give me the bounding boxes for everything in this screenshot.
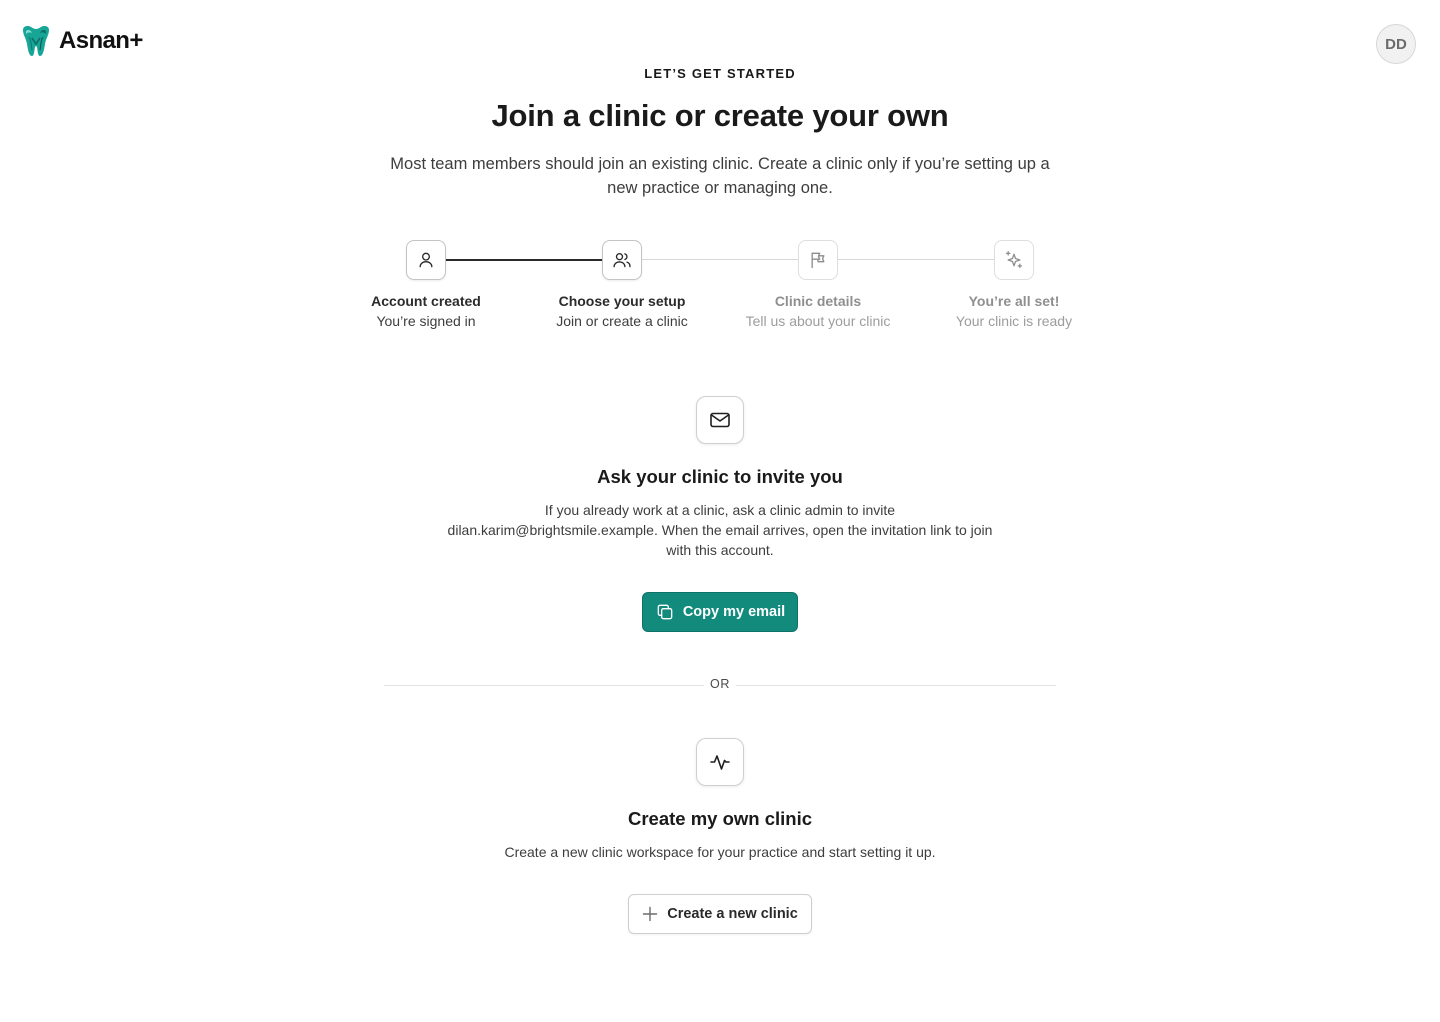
flag-icon: [808, 250, 828, 270]
activity-icon: [708, 750, 732, 774]
step-account-created: [328, 240, 524, 329]
divider-line-left: [384, 685, 704, 686]
copy-email-label: Copy my email: [682, 604, 786, 620]
user-avatar[interactable]: DD: [1376, 24, 1416, 64]
divider-line-right: [736, 685, 1056, 686]
invite-title: Ask your clinic to invite you: [597, 466, 843, 487]
brand-logo[interactable]: [19, 24, 143, 58]
step-description: Join or create a clinic: [556, 313, 688, 329]
brand-name: Asnan+: [59, 27, 143, 54]
step-title: You’re all set!: [968, 293, 1060, 309]
create-icon-box: [696, 738, 744, 786]
plus-icon: [642, 906, 658, 922]
step-description: You’re signed in: [376, 313, 476, 329]
create-clinic-button[interactable]: [628, 894, 812, 934]
create-title: Create my own clinic: [627, 808, 813, 829]
user-icon: [416, 250, 436, 270]
step-icon-box: [798, 240, 838, 280]
mail-icon: [708, 408, 732, 432]
step-choose-setup: [524, 240, 720, 329]
copy-email-button[interactable]: [642, 592, 798, 632]
divider-label: OR: [710, 677, 730, 691]
step-title: Account created: [371, 293, 481, 309]
tooth-logo-icon: [19, 24, 53, 58]
step-description: Tell us about your clinic: [745, 313, 891, 329]
invite-icon-box: [696, 396, 744, 444]
step-title: Choose your setup: [558, 293, 686, 309]
invite-description: If you already work at a clinic, ask a clinic admin to invite dilan.karim@brightsmile.example. When the email arrives, open the invitation link to join with this account.: [447, 502, 993, 558]
step-title: Clinic details: [774, 293, 862, 309]
sparkles-icon: [1004, 250, 1024, 270]
step-icon-box: [406, 240, 446, 280]
step-description: Your clinic is ready: [955, 313, 1073, 329]
step-icon-box: [602, 240, 642, 280]
page-title: Join a clinic or create your own: [491, 98, 949, 133]
create-description: Create a new clinic workspace for your practice and start setting it up.: [504, 844, 936, 860]
step-icon-box: [994, 240, 1034, 280]
eyebrow-label: LET’S GET STARTED: [644, 66, 796, 81]
copy-icon: [655, 602, 675, 622]
step-all-set: [916, 240, 1112, 329]
step-clinic-details: [720, 240, 916, 329]
create-clinic-label: Create a new clinic: [667, 906, 798, 922]
page-subtitle: Most team members should join an existing clinic. Create a clinic only if you’re setting up a new practice or managing one.: [390, 155, 1050, 197]
users-icon: [612, 250, 632, 270]
